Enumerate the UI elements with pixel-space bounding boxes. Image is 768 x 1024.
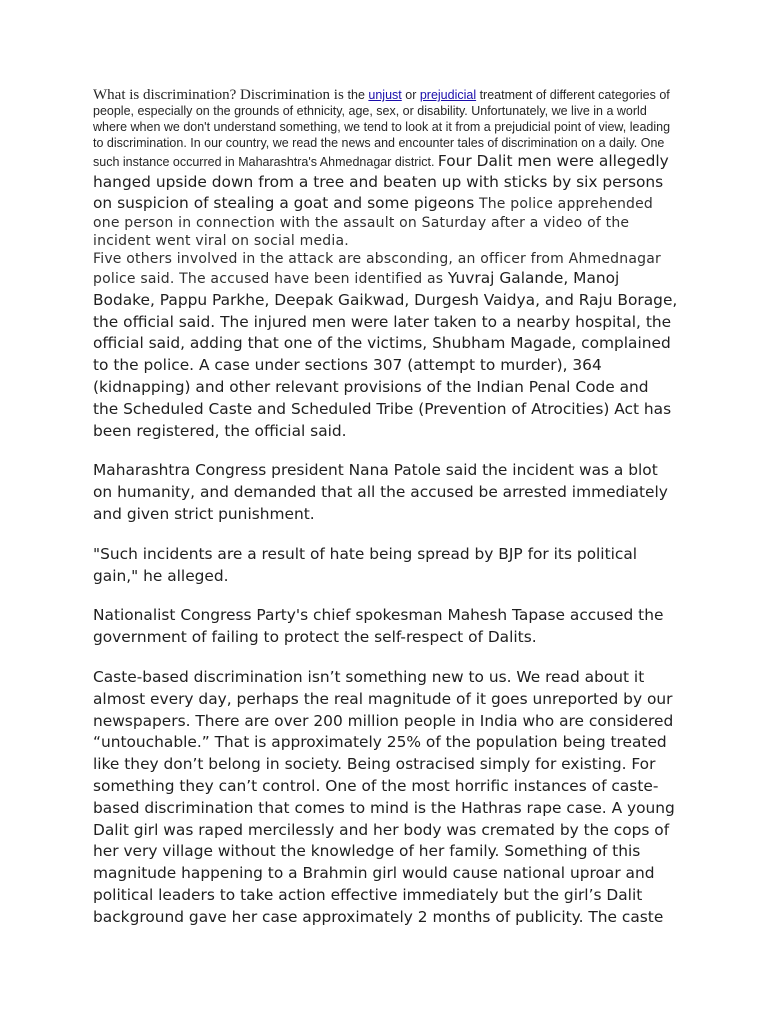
intro-police-note: The police apprehended one person in connection with the assault on Saturday after a video of the incident went viral on social media. [93,196,654,249]
paragraph-bjp-quote: "Such incidents are a result of hate being spread by BJP for its political gain," he alleged. [93,544,638,585]
paragraph-patole: Maharashtra Congress president Nana Patole said the incident was a blot on humanity, and demanded that all the accused be arrested immediately and given strict punishment. [93,461,668,523]
paragraph-tapase: Nationalist Congress Party's chief spokesman Mahesh Tapase accused the government of failing to protect the self-respect of Dalits. [93,606,664,647]
intro-serif-lead: What is discrimination? Discrimination is [93,87,348,103]
intro-or: or [401,88,420,102]
paragraph-caste: Caste-based discrimination isn’t something new to us. We read about it almost every day, perhaps the real magnitude of it goes unreported by our newspapers. There are over 200 million people in India who are considered “untouchable.” That is approximately 25% of the population being treated like they don’t belong in society. Being ostracised simply for existing. For something they can’t control. One of the most horrific instances of caste-based discrimination that comes to mind is the Hathras rape case. A young Dalit girl was raped mercilessly and her body was cremated by the cops of her very village without the knowledge of her family. Something of this magnitude happening to a Brahmin girl would cause national uproar and political leaders to take action effective immediately but the girl’s Dalit background gave her case approximately 2 months of publicity. The caste [93,667,675,926]
paragraph-accused [93,250,678,442]
intro-rest: treatment of different categories of people, especially on the grounds of ethnicity, age, sex, or disability. Unfortunately, we live in a world where when we don't understand something, we tend to look at it from a prejudicial point of view, leading to discrimination. In our country, we read the news and encounter tales of discrimination on a daily. One such instance occurred in Maharashtra's Ahmednagar district. [93,88,671,169]
accused-rest: Yuvraj Galande, Manoj Bodake, Pappu Parkhe, Deepak Gaikwad, Durgesh Vaidya, and Raju Borage, the official said. The injured men were later taken to a nearby hospital, the official said, adding that one of the victims, Shubham Magade, complained to the police. A case under sections 307 (attempt to murder), 364 (kidnapping) and other relevant provisions of the Indian Penal Code and the Scheduled Caste and Scheduled Tribe (Prevention of Atrocities) Act has been registered, the official said. [93,269,678,440]
link-unjust[interactable]: unjust [368,88,402,102]
link-prejudicial[interactable]: prejudicial [419,88,477,102]
accused-lead: Five others involved in the attack are absconding, an officer from Ahmednagar police said. The accused have been identified as [93,251,661,287]
intro-the: the [347,88,369,102]
intro-headline: Four Dalit men were allegedly hanged upside down from a tree and beaten up with sticks by six persons on suspicion of stealing a goat and some pigeons [93,152,669,212]
intro-paragraph [93,87,678,250]
